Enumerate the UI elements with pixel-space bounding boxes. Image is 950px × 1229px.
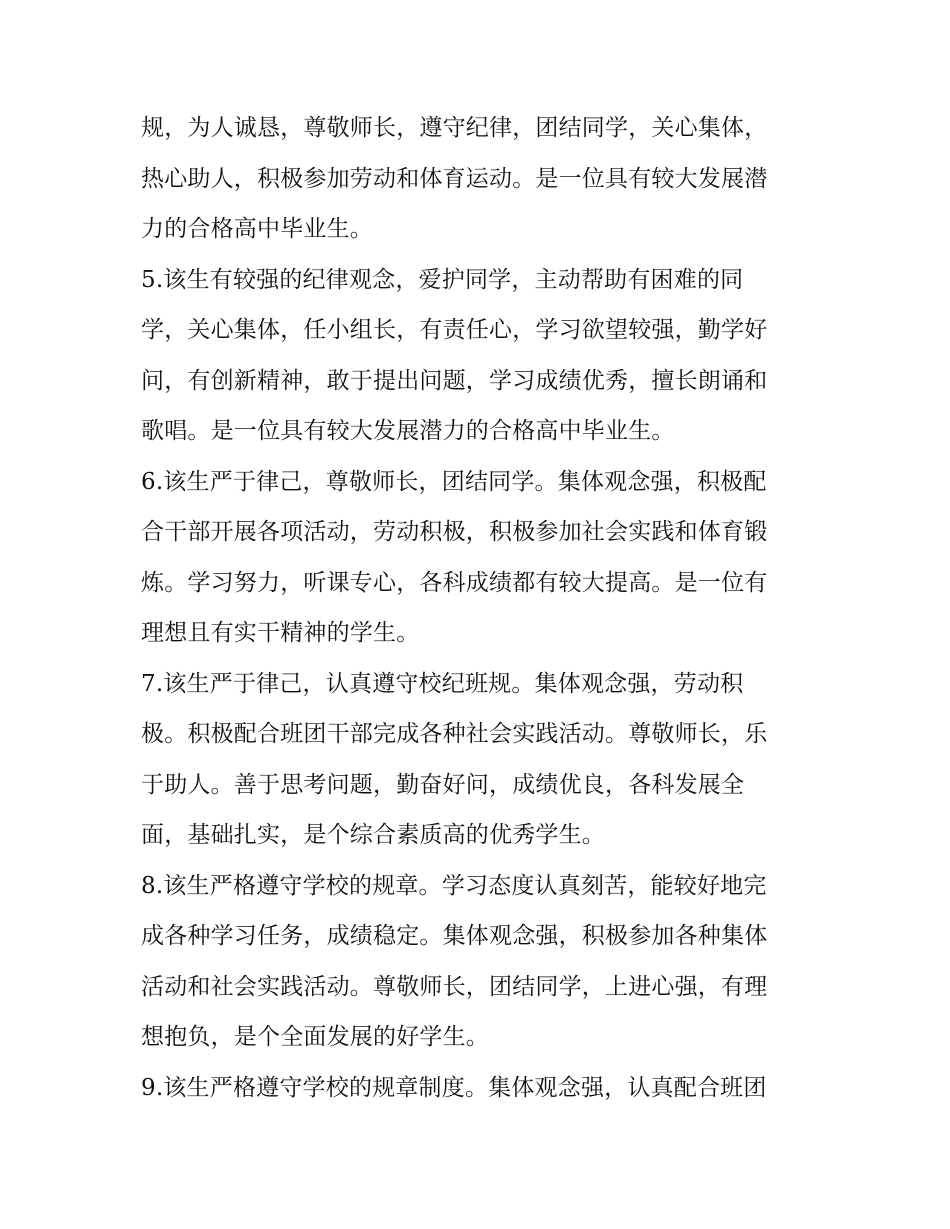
text-line: 合干部开展各项活动，劳动积极，积极参加社会实践和体育锻 [141, 519, 768, 545]
text-line: 9.该生严格遵守学校的规章制度。集体观念强，认真配合班团 [141, 1074, 767, 1101]
text-line: 于助人。善于思考问题，勤奋好问，成绩优良，各科发展全 [141, 771, 745, 798]
text-line: 规，为人诚恳，尊敬师长，遵守纪律，团结同学，关心集体， [141, 115, 768, 141]
text-line: 想抱负，是个全面发展的好学生。 [141, 1024, 489, 1050]
text-line: 歌唱。是一位具有较大发展潜力的合格高中毕业生。 [141, 418, 675, 444]
text-line: 问，有创新精神，敢于提出问题，学习成绩优秀，擅长朗诵和 [141, 367, 768, 394]
text-line: 理想且有实干精神的学生。 [141, 620, 420, 646]
text-line: 热心助人，积极参加劳动和体育运动。是一位具有较大发展潜 [141, 165, 768, 192]
text-line: 5.该生有较强的纪律观念，爱护同学，主动帮助有困难的同 [141, 266, 744, 293]
text-line: 炼。学习努力，听课专心，各科成绩都有较大提高。是一位有 [141, 569, 768, 596]
text-line: 极。积极配合班团干部完成各种社会实践活动。尊敬师长，乐 [141, 721, 768, 747]
text-line: 活动和社会实践活动。尊敬师长，团结同学，上进心强，有理 [141, 973, 768, 1000]
text-line: 6.该生严于律己，尊敬师长，团结同学。集体观念强，积极配 [141, 468, 767, 495]
text-line: 面，基础扎实，是个综合素质高的优秀学生。 [141, 822, 605, 848]
text-line: 成各种学习任务，成绩稳定。集体观念强，积极参加各种集体 [141, 923, 768, 949]
text-line: 力的合格高中毕业生。 [141, 216, 373, 242]
text-line: 学，关心集体，任小组长，有责任心，学习欲望较强，勤学好 [141, 317, 768, 343]
text-line: 8.该生严格遵守学校的规章。学习态度认真刻苦，能较好地完 [141, 872, 767, 899]
document-body [141, 103, 813, 1113]
text-line: 7.该生严于律己，认真遵守校纪班规。集体观念强，劳动积 [141, 670, 744, 697]
